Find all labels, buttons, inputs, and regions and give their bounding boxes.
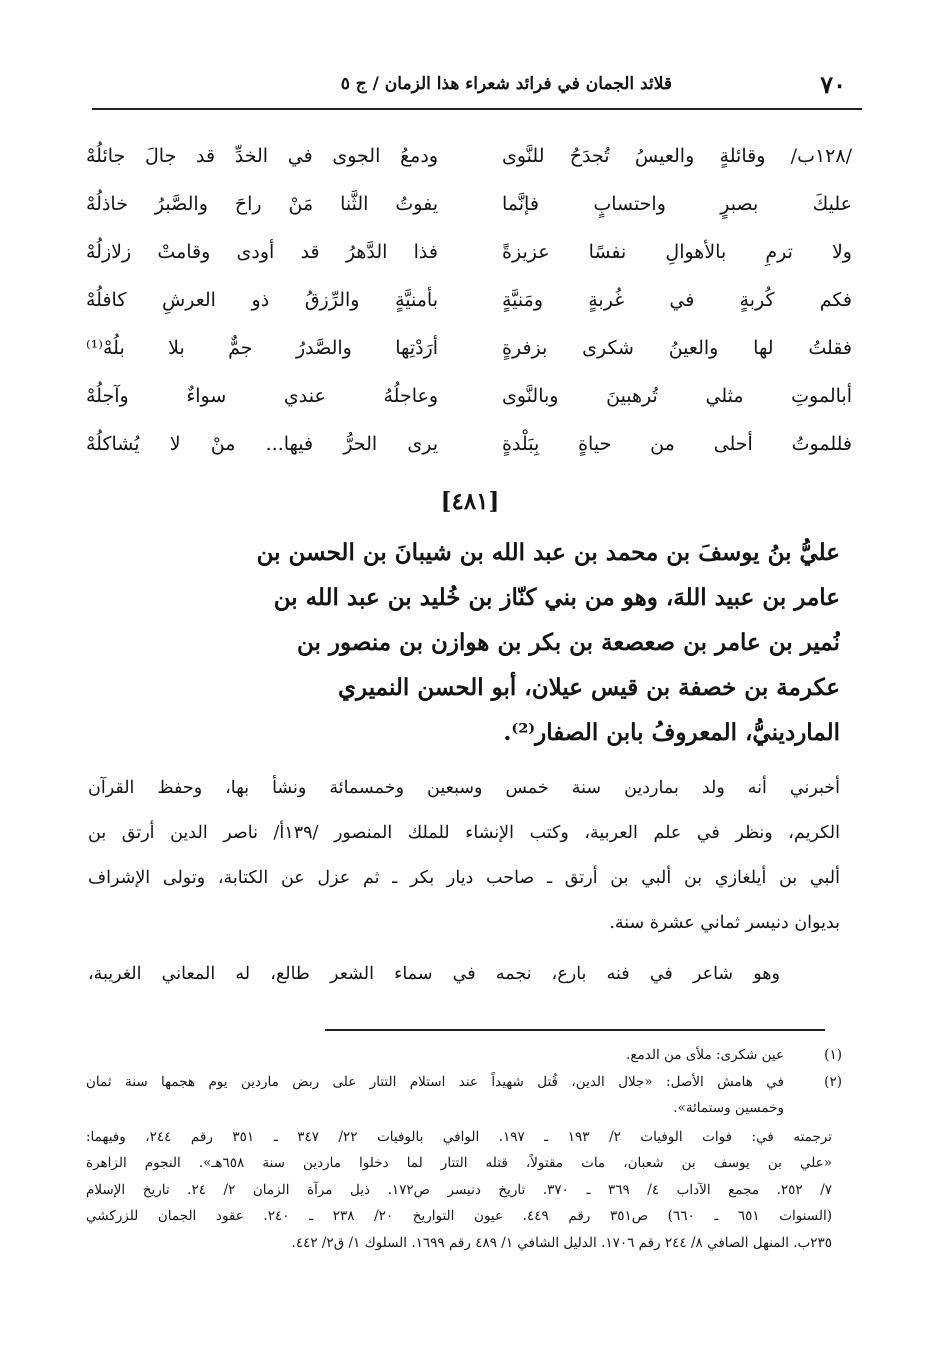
footnote-number: (٢) <box>824 1073 842 1090</box>
body-line: وهو شاعر في فنه بارع، نجمه في سماء الشعر طالع، له المعاني الغريبة، <box>88 964 780 984</box>
footnote-number: (١) <box>824 1047 842 1063</box>
verse <box>86 276 852 324</box>
verse-second-hemistich: يرى الحرُّ فيها... منْ لا يُشاكلُهْ <box>86 433 438 455</box>
footnote-separator <box>325 1029 825 1031</box>
body-line: أخبرني أنه ولد بماردين سنة خمس وسبعين وخمسمائة ونشأ بها، وحفظ القرآن <box>88 778 840 798</box>
reference-line: ٢٣٥ب. المنهل الصافي ٨/ ٢٤٤ رقم ١٧٠٦. الدليل الشافي ١/ ٤٨٩ رقم ١٦٩٩. السلوك ١/ ق٢/ ٤٤٢. <box>291 1234 832 1251</box>
reference-line: ٧/ ٢٥٢. مجمع الآداب ٤/ ٣٦٩ ـ ٣٧٠. تاريخ دنيسر ص١٧٢. ذيل مرآة الزمان ٢/ ٢٤. تاريخ الإسلام <box>86 1181 832 1198</box>
verse-second-hemistich: ودمعُ الجوى في الخدِّ قد جالَ جائلُهْ <box>86 145 438 167</box>
reference-line: «علي بن يوسف بن شعبان، مات مقتولاً، قتله التتار لما دخلوا ماردين سنة ٦٥٨هـ». النجوم الزاهرة <box>86 1155 832 1171</box>
verse-first-hemistich: فقلتُ لها والعينُ شكرى بزفرةٍ <box>502 337 852 359</box>
heading-line: عكرمة بن خصفة بن قيس عيلان، أبو الحسن النميري <box>338 674 840 701</box>
reference-line: ترجمته في: فوات الوفيات ٢/ ١٩٣ ـ ١٩٧. الوافي بالوفيات ٢٢/ ٣٤٧ ـ ٣٥١ رقم ٢٤٤، وفيهما: <box>86 1128 832 1145</box>
footnote-2 <box>86 1069 842 1122</box>
running-title: قلائد الجمان في فرائد شعراء هذا الزمان / ج ٥ <box>340 74 672 94</box>
footnote-line: عين شكرى: ملأى من الدمع. <box>626 1047 784 1063</box>
verse-first-hemistich: أبالموتِ مثلي تُرهبينَ وبالنَّوى <box>502 385 852 407</box>
references <box>86 1124 842 1257</box>
body-line: الكريم، ونظر في علم العربية، وكتب الإنشاء للملك المنصور /١٣٩أ/ ناصر الدين أرتق بن <box>88 823 840 843</box>
body-paragraph-2 <box>88 952 840 997</box>
verse-second-hemistich: فذا الدَّهرُ قد أودى وقامتْ زلازلُهْ <box>86 241 438 263</box>
body-line: ألبي بن أيلغازي بن ألبي بن أرتق ـ صاحب ديار بكر ـ ثم عزل عن الكتابة، وتولى الإشراف <box>88 868 840 888</box>
body-paragraph <box>88 766 840 946</box>
verse-second-hemistich: بأمنيَّةٍ والرِّزقُ ذو العرشِ كافلُهْ <box>86 289 438 311</box>
reference-line: (السنوات ٦٥١ ـ ٦٦٠) ص٣٥١ رقم ٤٤٩. عيون التواريخ ٢٠/ ٢٣٨ ـ ٢٤٠. عقود الجمان للزركشي <box>86 1208 832 1224</box>
footnotes <box>86 1042 842 1256</box>
verse <box>86 420 852 468</box>
body-line: بديوان دنيسر ثماني عشرة سنة. <box>609 913 840 933</box>
verse <box>86 228 852 276</box>
verse-first-hemistich: عليكَ بصبرٍ واحتسابٍ فإنَّما <box>502 193 852 215</box>
heading-line: الماردينيُّ، المعروفُ بابن الصفار⁽²⁾. <box>503 719 840 746</box>
verse <box>86 324 852 372</box>
verse-second-hemistich: أرَدْتِها والصَّدرُ جمٌّ بلا بلُهْ⁽¹⁾ <box>86 337 438 359</box>
footnote-line: وخمسين وستمائة». <box>673 1100 784 1116</box>
verse <box>86 180 852 228</box>
verse-second-hemistich: وعاجلُهُ عندي سواءٌ وآجلُهْ <box>86 385 438 407</box>
verse-first-hemistich: /١٢٨ب/ وقائلةٍ والعيسُ تُجدَحُ للنَّوى <box>502 145 852 167</box>
footnote-line: في هامش الأصل: «جلال الدين، قُتل شهيداً عند استلام التتار على ربض ماردين يوم هجمها سنة ثمان <box>86 1073 784 1090</box>
entry-heading <box>150 530 840 755</box>
verse <box>86 372 852 420</box>
poem <box>86 132 852 472</box>
verse-first-hemistich: ولا ترمِ بالأهوالِ نفسًا عزيزةً <box>502 241 852 263</box>
heading-line: عامر بن عبيد اللهَ، وهو من بني كنّاز بن خُليد بن عبد الله بن <box>273 584 840 611</box>
verse-second-hemistich: يفوتُ الثَّنا مَنْ راحَ والصَّبرُ خاذلُهْ <box>86 193 438 215</box>
heading-line: عليُّ بنُ يوسفَ بن محمد بن عبد الله بن شيبانَ بن الحسن بن <box>256 539 840 566</box>
verse-first-hemistich: فكم كُربةٍ في غُربةٍ ومَنيَّةٍ <box>502 289 852 311</box>
verse-first-hemistich: فللموتُ أحلى من حياةٍ بِبَلْدةٍ <box>502 433 852 455</box>
heading-line: نُمير بن عامر بن صعصعة بن بكر بن هوازن بن منصور بن <box>297 629 840 656</box>
page-number: ٧٠ <box>820 70 846 99</box>
entry-number: [٤٨١] <box>440 488 500 515</box>
footnote-1 <box>86 1042 842 1069</box>
verse <box>86 132 852 180</box>
page-header <box>92 68 862 110</box>
